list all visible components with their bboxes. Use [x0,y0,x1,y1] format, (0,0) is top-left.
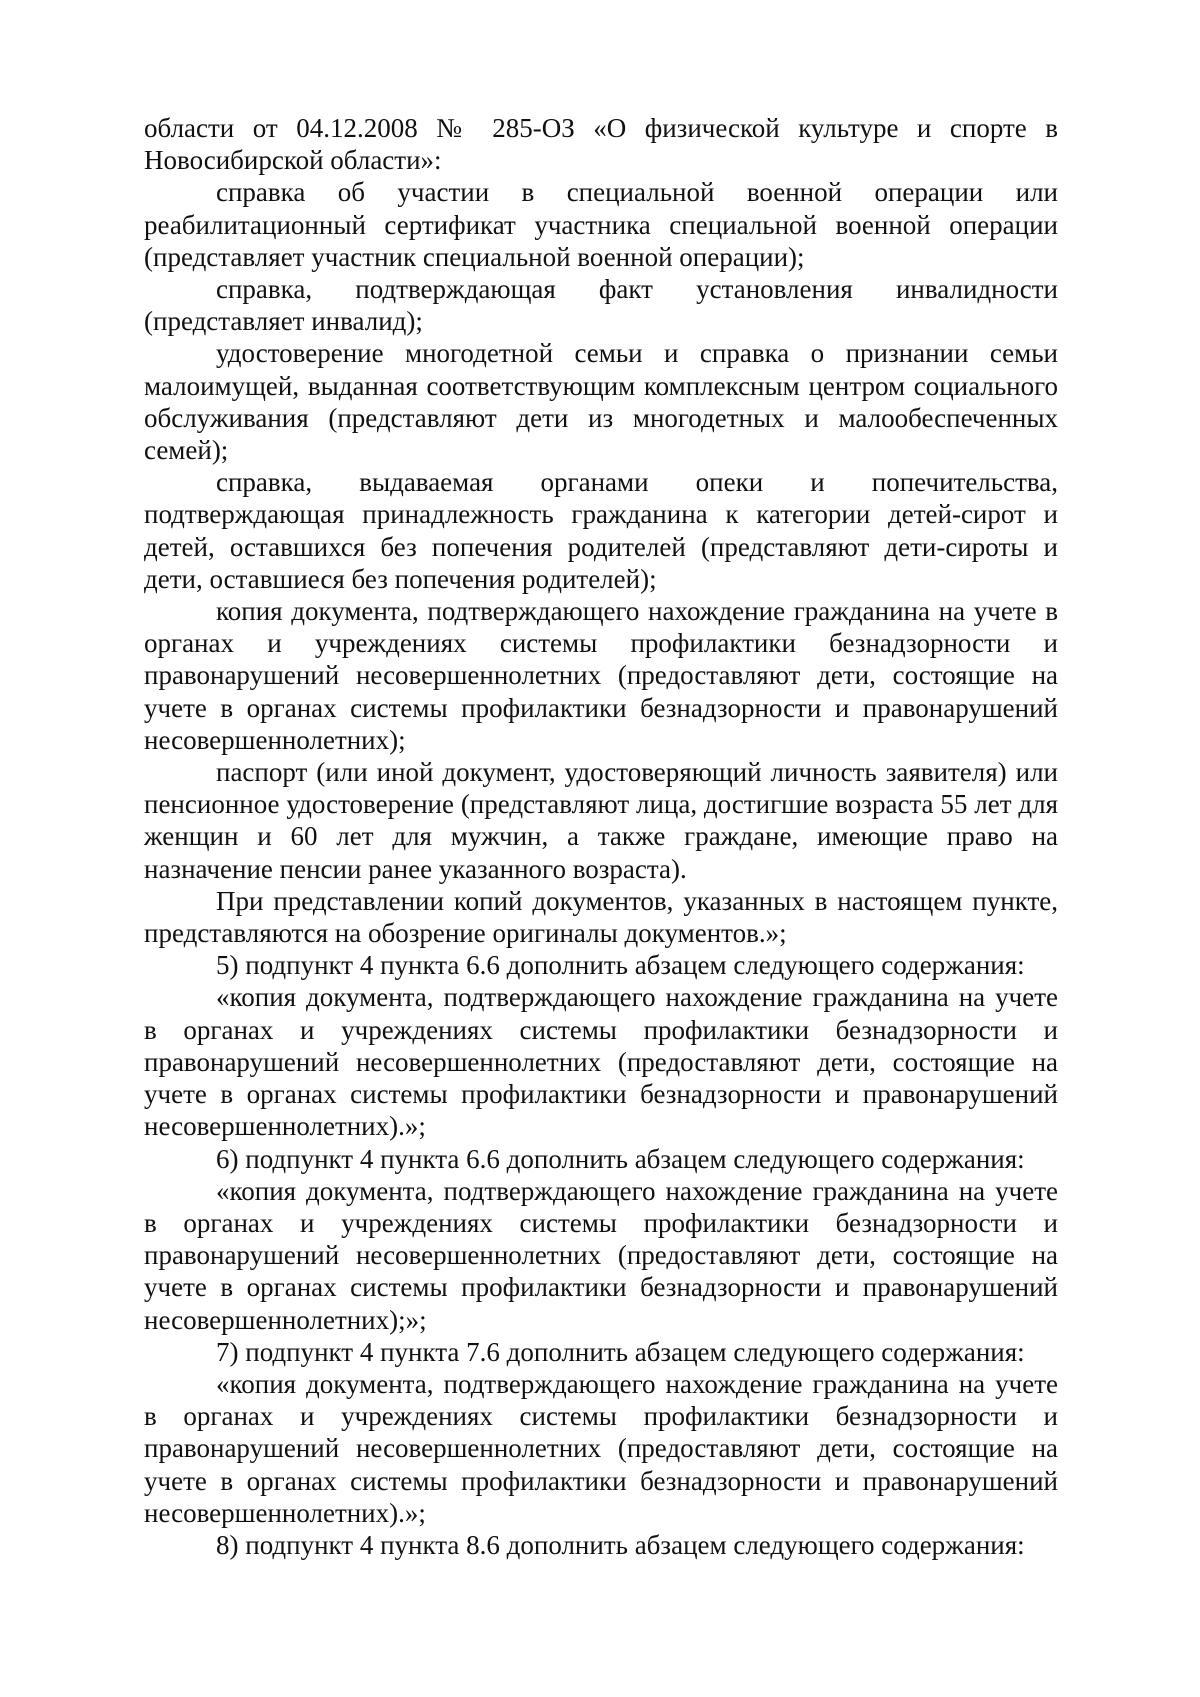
paragraph: справка, подтверждающая факт установления инвалидности (представляет инвалид); [144,274,1058,337]
paragraph: паспорт (или иной документ, удостоверяющий личность заявителя) или пенсионное удостоверение (представляют лица, достигшие возраста 55 лет для женщин и 60 лет для мужчин, а также граждане, имеющие право на назначение пенсии ранее указанного возраста). [144,757,1058,884]
quoted-paragraph: «копия документа, подтверждающего нахождение гражданина на учете в органах и учреждениях системы профилактики безнадзорности и правонарушений несовершеннолетних (предоставляют дети, состоящие на учете в органах системы профилактики безнадзорности и правонарушений несовершеннолетних).»; [144,982,1058,1142]
paragraph: справка, выдаваемая органами опеки и попечительства, подтверждающая принадлежность гражданина к категории детей-сирот и детей, оставшихся без попечения родителей (представляют дети-сироты и дети, оставшиеся без попечения родителей); [144,467,1058,594]
paragraph: области от 04.12.2008 № 285-ОЗ «О физической культуре и спорте в Новосибирской области»: [144,113,1058,176]
paragraph: удостоверение многодетной семьи и справка о признании семьи малоимущей, выданная соответствующим комплексным центром социального обслуживания (представляют дети из многодетных и малообеспеченных семей); [144,338,1058,466]
paragraph: копия документа, подтверждающего нахождение гражданина на учете в органах и учреждениях системы профилактики безнадзорности и правонарушений несовершеннолетних (предоставляют дети, состоящие на учете в органах системы профилактики безнадзорности и правонарушений несовершеннолетних); [144,596,1058,755]
list-item-5: 5) подпункт 4 пункта 6.6 дополнить абзацем следующего содержания: [216,950,1025,981]
list-item-7: 7) подпункт 4 пункта 7.6 дополнить абзацем следующего содержания: [216,1336,1025,1367]
paragraph: При представлении копий документов, указанных в настоящем пункте, представляются на обозрение оригиналы документов.»; [144,885,1058,949]
list-item-6: 6) подпункт 4 пункта 6.6 дополнить абзацем следующего содержания: [216,1143,1025,1174]
quoted-paragraph: «копия документа, подтверждающего нахождение гражданина на учете в органах и учреждениях системы профилактики безнадзорности и правонарушений несовершеннолетних (предоставляют дети, состоящие на учете в органах системы профилактики безнадзорности и правонарушений несовершеннолетних);»; [144,1175,1058,1335]
paragraph: справка об участии в специальной военной операции или реабилитационный сертификат участника специальной военной операции (представляет участник специальной военной операции); [144,177,1058,272]
list-item-8: 8) подпункт 4 пункта 8.6 дополнить абзацем следующего содержания: [216,1529,1025,1560]
quoted-paragraph: «копия документа, подтверждающего нахождение гражданина на учете в органах и учреждениях системы профилактики безнадзорности и правонарушений несовершеннолетних (предоставляют дети, состоящие на учете в органах системы профилактики безнадзорности и правонарушений несовершеннолетних).»; [144,1368,1058,1528]
document-page [144,112,1058,1561]
